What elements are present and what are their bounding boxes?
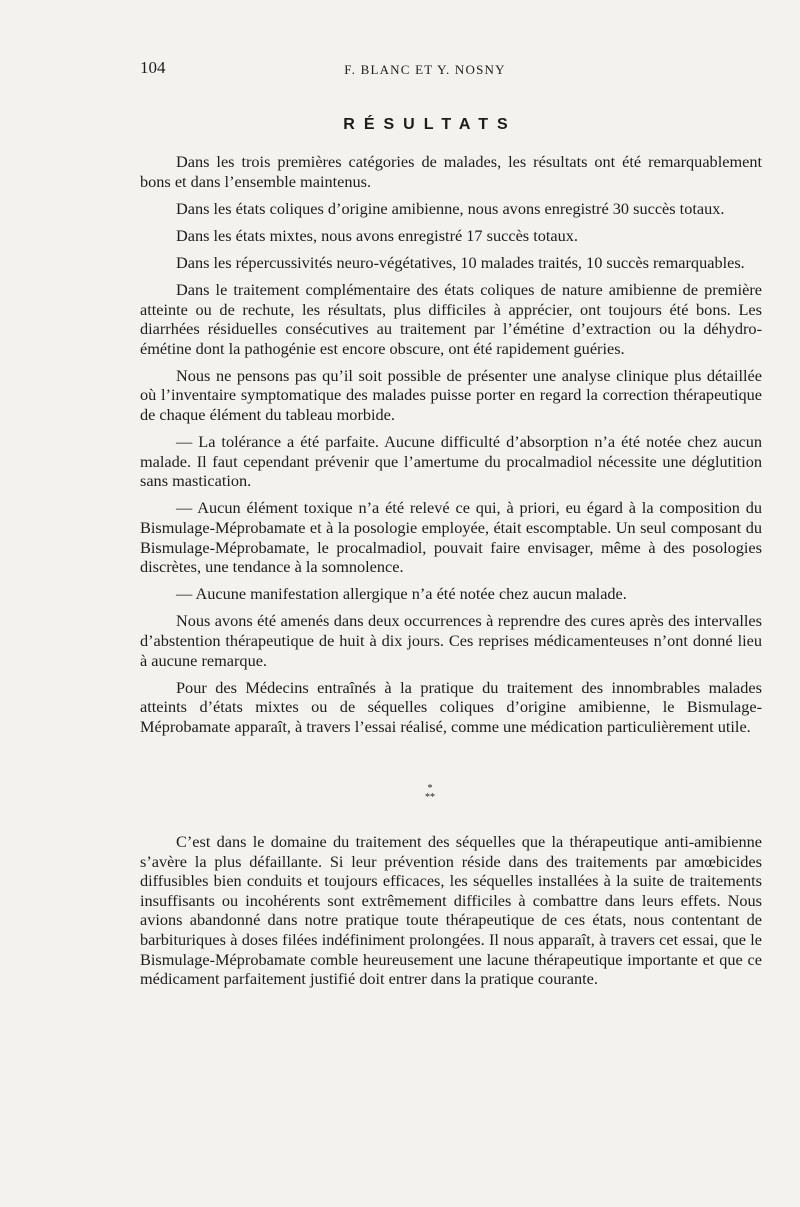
paragraph: Dans les trois premières catégories de malades, les résultats ont été remarquablement bons et dans l’ensemble maintenus. bbox=[140, 152, 762, 191]
results-section bbox=[140, 152, 762, 744]
paragraph: Nous avons été amenés dans deux occurrences à reprendre des cures après des intervalles d’abstention thérapeutique de huit à dix jours. Ces reprises médicamenteuses n’ont donné lieu à aucune remarque. bbox=[140, 611, 762, 670]
asterism-bottom: ** bbox=[425, 792, 435, 803]
conclusion-paragraph: C’est dans le domaine du traitement des séquelles que la thérapeutique anti-amibienne s’avère la plus défaillante. Si leur prévention réside dans des traitements par amœbicides diffusibles bien conduits et toujours efficaces, les séquelles installées à la suite de traitements insuffisants ou incohérents sont extrêmement difficiles à combattre dans leurs effets. Nous avions abandonné dans notre pratique toute thérapeutique de ces états, nous contentant de barbituriques à doses filées indéfiniment prolongées. Il nous apparaît, à travers cet essai, que le Bismulage-Méprobamate comble heureusement une lacune thérapeutique importante et que ce médicament parfaitement justifié doit entrer dans la pratique courante. bbox=[140, 832, 762, 989]
paragraph: Dans les répercussivités neuro-végétatives, 10 malades traités, 10 succès remarquables. bbox=[176, 252, 745, 272]
paragraph: Pour des Médecins entraînés à la pratique du traitement des innombrables malades atteints d’états mixtes ou de séquelles coliques d’origine amibienne, le Bismulage-Méprobamate apparaît, à travers l’essai réalisé, comme une médication particulièrement utile. bbox=[140, 677, 762, 736]
paragraph: — Aucune manifestation allergique n’a été notée chez aucun malade. bbox=[176, 584, 627, 604]
paragraph: Dans le traitement complémentaire des états coliques de nature amibienne de première atteinte ou de rechute, les résultats, plus difficiles à apprécier, ont toujours été bons. Les diarrhées résiduelles consécutives au traitement par l’émétine d’extraction ou la déhydro-émétine dont la pathogénie est encore obscure, ont été rapidement guéries. bbox=[140, 279, 762, 358]
section-title: RÉSULTATS bbox=[343, 116, 517, 133]
paragraph: Nous ne pensons pas qu’il soit possible de présenter une analyse clinique plus détaillée où l’inventaire symptomatique des malades puisse porter en regard la correction thérapeutique de chaque élément du tableau morbide. bbox=[140, 365, 762, 425]
paragraph: Dans les états coliques d’origine amibienne, nous avons enregistré 30 succès totaux. bbox=[176, 198, 725, 218]
running-head: F. BLANC ET Y. NOSNY bbox=[344, 62, 506, 77]
paragraph: — La tolérance a été parfaite. Aucune difficulté d’absorption n’a été notée chez aucun malade. Il faut cependant prévenir que l’amertume du procalmadiol nécessite une déglutition sans mastication. bbox=[140, 432, 762, 491]
page-number: 104 bbox=[140, 58, 166, 77]
asterism-top: * bbox=[427, 783, 433, 794]
asterism-divider bbox=[0, 784, 800, 802]
paragraph: Dans les états mixtes, nous avons enregistré 17 succès totaux. bbox=[176, 225, 578, 245]
conclusion-section bbox=[140, 832, 762, 996]
paragraph: — Aucun élément toxique n’a été relevé ce qui, à priori, eu égard à la composition du Bismulage-Méprobamate et à la posologie employée, était escomptable. Un seul composant du Bismulage-Méprobamate, le procalmadiol, pouvait faire envisager, même à des posologies discrètes, une tendance à la somnolence. bbox=[140, 498, 762, 577]
